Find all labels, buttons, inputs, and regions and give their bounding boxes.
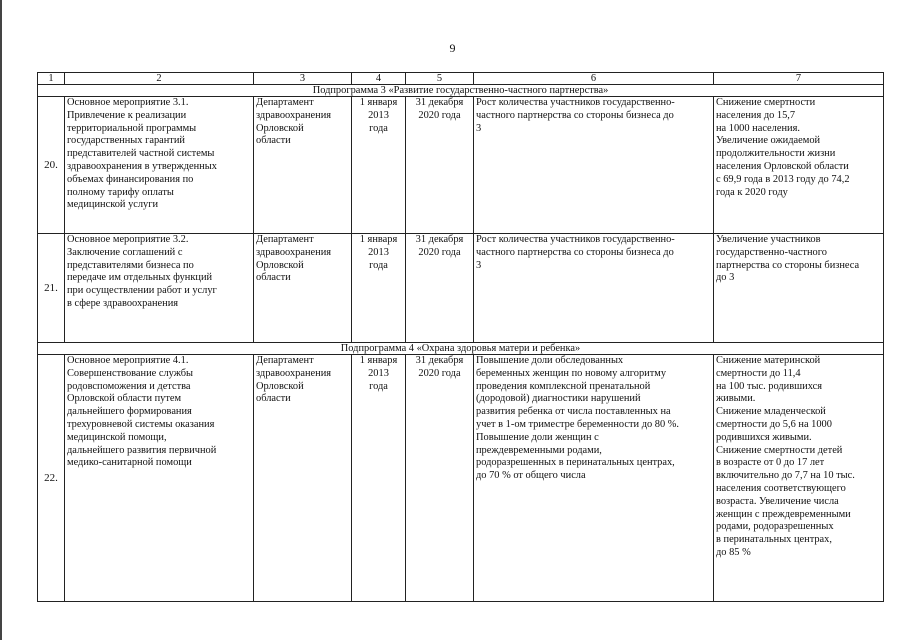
header-cell: 1 xyxy=(38,73,65,85)
indicator-cell: Снижение материнской смертности до 11,4 на 100 тыс. родившихся живыми. Снижение младенческой смертности до 5,6 на 1000 родившихся живыми. Снижение смертности детей в возрасте от 0 до 17 лет включительно до 7,7 на 10 тыс. населения соответствующего возраста. Увеличение числа женщин с преждевременными родами, родоразрешенных в перинатальных центрах, до 85 % xyxy=(714,355,884,602)
table-row xyxy=(38,355,884,602)
program-measures-table xyxy=(37,72,884,602)
executor-cell: Департамент здравоохранения Орловской области xyxy=(254,97,352,234)
subprogram-row xyxy=(38,343,884,355)
table-row xyxy=(38,234,884,343)
result-cell: Рост количества участников государственно- частного партнерства со стороны бизнеса до 3 xyxy=(474,97,714,234)
end-date-cell: 31 декабря 2020 года xyxy=(406,355,474,602)
row-number: 20. xyxy=(38,97,65,234)
subprogram-row xyxy=(38,85,884,97)
measure-cell: Основное мероприятие 4.1. Совершенствование службы родовспоможения и детства Орловской области путем дальнейшего формирования трехуровневой системы оказания медицинской помощи, дальнейшего развития первичной медико-санитарной помощи xyxy=(65,355,254,602)
start-date-cell: 1 января 2013 года xyxy=(352,234,406,343)
header-cell: 5 xyxy=(406,73,474,85)
header-row xyxy=(38,73,884,85)
header-cell: 7 xyxy=(714,73,884,85)
measure-cell: Основное мероприятие 3.1. Привлечение к реализации территориальной программы государственных гарантий представителей частной системы здравоохранения в утвержденных объемах финансирования по полному тарифу оплаты медицинской услуги xyxy=(65,97,254,234)
measure-cell: Основное мероприятие 3.2. Заключение соглашений с представителями бизнеса по передаче им отдельных функций при осуществлении работ и услуг в сфере здравоохранения xyxy=(65,234,254,343)
page-number: 9 xyxy=(449,41,456,55)
subprogram-4-title: Подпрограмма 4 «Охрана здоровья матери и ребенка» xyxy=(38,343,884,355)
row-number: 22. xyxy=(38,355,65,602)
header-cell: 4 xyxy=(352,73,406,85)
result-cell: Повышение доли обследованных беременных женщин по новому алгоритму проведения комплексной пренатальной (дородовой) диагностики нарушений развития ребенка от числа поставленных на учет в 1-ом триместре беременности до 80 %. Повышение доли женщин с преждевременными родами, родоразрешенных в перинатальных центрах, до 70 % от общего числа xyxy=(474,355,714,602)
header-cell: 3 xyxy=(254,73,352,85)
result-cell: Рост количества участников государственно- частного партнерства со стороны бизнеса до 3 xyxy=(474,234,714,343)
executor-cell: Департамент здравоохранения Орловской области xyxy=(254,355,352,602)
executor-cell: Департамент здравоохранения Орловской области xyxy=(254,234,352,343)
page-left-edge xyxy=(0,0,2,640)
indicator-cell: Увеличение участников государственно-частного партнерства со стороны бизнеса до 3 xyxy=(714,234,884,343)
start-date-cell: 1 января 2013 года xyxy=(352,97,406,234)
row-number: 21. xyxy=(38,234,65,343)
table-row xyxy=(38,97,884,234)
header-cell: 2 xyxy=(65,73,254,85)
end-date-cell: 31 декабря 2020 года xyxy=(406,97,474,234)
start-date-cell: 1 января 2013 года xyxy=(352,355,406,602)
end-date-cell: 31 декабря 2020 года xyxy=(406,234,474,343)
header-cell: 6 xyxy=(474,73,714,85)
indicator-cell: Снижение смертности населения до 15,7 на 1000 населения. Увеличение ожидаемой продолжительности жизни населения Орловской области с 69,9 года в 2013 году до 74,2 года к 2020 году xyxy=(714,97,884,234)
subprogram-3-title: Подпрограмма 3 «Развитие государственно-частного партнерства» xyxy=(38,85,884,97)
